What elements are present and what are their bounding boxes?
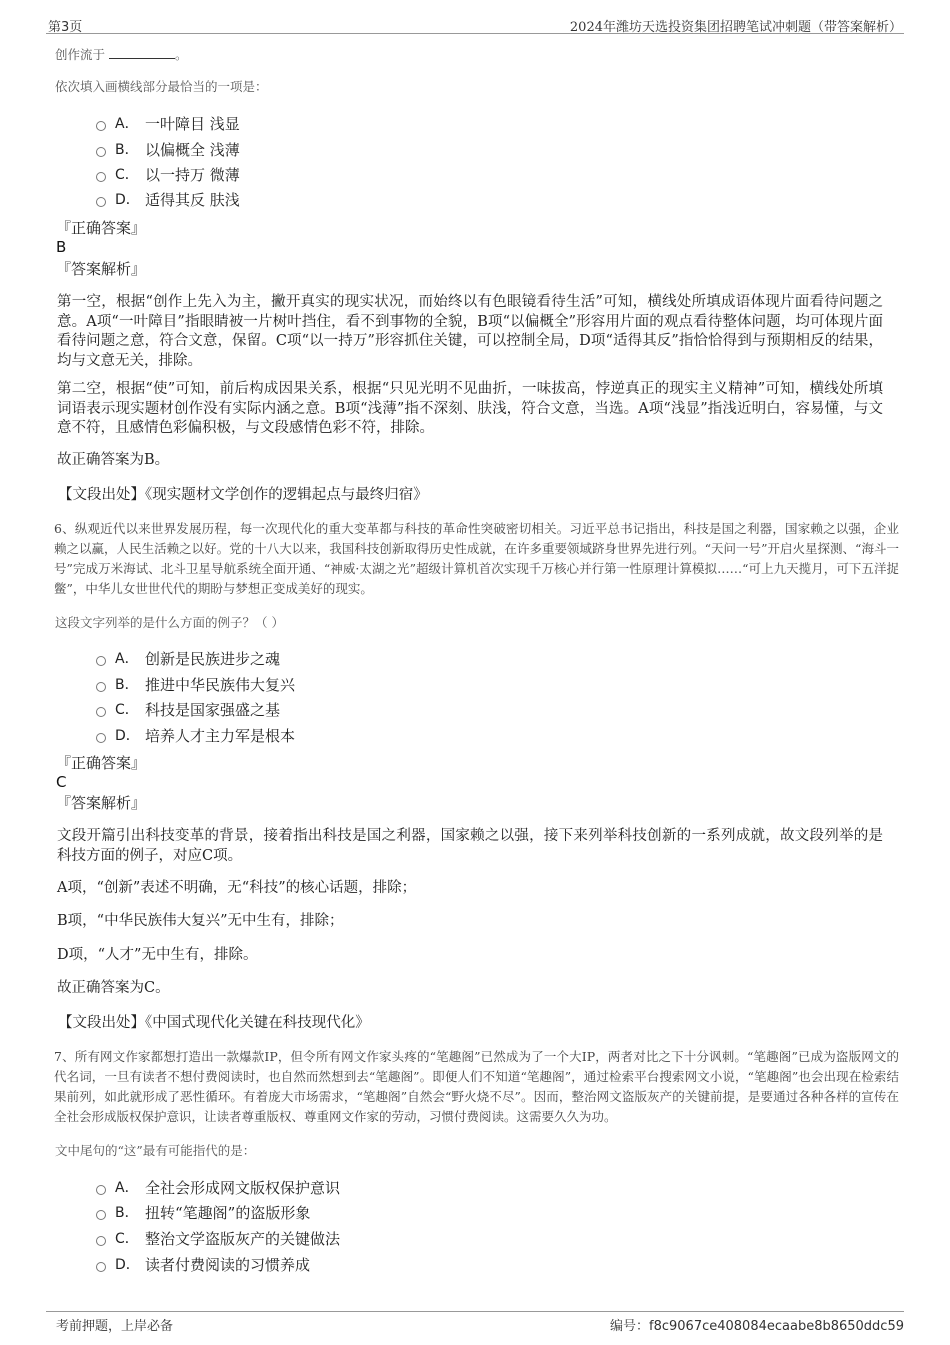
q6-analysis-p3: B项，“中华民族伟大复兴”无中生有，排除；: [57, 913, 344, 929]
q6-option-a[interactable]: [96, 648, 280, 670]
option-letter: A．: [115, 116, 139, 132]
q5-prompt: 依次填入画横线部分最恰当的一项是：: [55, 79, 268, 94]
footer-slogan: 考前押题，上岸必备: [56, 1319, 174, 1334]
q5-text-tail: [55, 45, 188, 65]
q7-option-d[interactable]: [96, 1254, 310, 1276]
q5-analysis-p3: 故正确答案为B。: [57, 452, 170, 468]
q5-option-c[interactable]: [96, 164, 240, 186]
q7-prompt: 文中尾句的“这”最有可能指代的是：: [55, 1143, 256, 1158]
q5-option-b[interactable]: [96, 139, 240, 161]
document-code: 编号：f8c9067ce408084ecaabe8b8650ddc59: [610, 1319, 904, 1334]
option-text: 以一持万 微薄: [145, 166, 240, 184]
radio-icon[interactable]: [96, 197, 106, 207]
q6-analysis-p1: 文段开篇引出科技变革的背景，接着指出科技是国之利器，国家赖之以强，接下来列举科技创新的一系列成就，故文段列举的是科技方面的例子，对应C项。: [57, 828, 883, 864]
q7-text: 7、所有网文作家都想打造出一款爆款IP，但令所有网文作家头疼的“笔趣阁”已然成为了一个大IP，两者对比之下十分讽刺。“笔趣阁”已成为盗版网文的代名词，一旦有读者不想付费阅读时，也自然而然想到去“笔趣阁”。即便人们不知道“笔趣阁”，通过检索平台搜索网文小说，“笔趣阁”也会出现在检索结果前列，如此就形成了恶性循环。有着庞大市场需求，“笔趣阁”自然会“野火烧不尽”。因而，整治网文盗版灰产的关键前提，是要通过各种各样的宣传在全社会形成版权保护意识，让读者尊重版权、尊重网文作家的劳动，习惯付费阅读。这需要久久为功。: [54, 1049, 899, 1124]
option-text: 推进中华民族伟大复兴: [145, 676, 296, 694]
q6-option-d[interactable]: [96, 725, 295, 747]
option-letter: A．: [115, 651, 139, 667]
q5-option-a[interactable]: [96, 113, 240, 135]
radio-icon[interactable]: [96, 147, 106, 157]
option-letter: B．: [115, 142, 139, 158]
option-text: 扭转“笔趣阁”的盗版形象: [145, 1204, 311, 1222]
q5-tail-end: 。: [175, 47, 188, 62]
q6-answer: C: [56, 773, 67, 791]
q7-option-c[interactable]: [96, 1228, 340, 1250]
option-letter: B．: [115, 1205, 139, 1221]
radio-icon[interactable]: [96, 707, 106, 717]
q6-option-b[interactable]: [96, 674, 295, 696]
option-text: 科技是国家强盛之基: [145, 701, 281, 719]
q6-analysis-p2: A项，“创新”表述不明确，无“科技”的核心话题，排除；: [57, 880, 417, 896]
radio-icon[interactable]: [96, 172, 106, 182]
option-letter: A．: [115, 1180, 139, 1196]
option-text: 创新是民族进步之魂: [145, 650, 281, 668]
q5-source: 【文段出处】《现实题材文学创作的逻辑起点与最终归宿》: [58, 487, 428, 503]
q7-option-a[interactable]: [96, 1177, 340, 1199]
q7-option-b[interactable]: [96, 1202, 310, 1224]
option-letter: B．: [115, 677, 139, 693]
q6-option-c[interactable]: [96, 699, 280, 721]
radio-icon[interactable]: [96, 121, 106, 131]
q5-option-d[interactable]: [96, 189, 240, 211]
page-header: [46, 14, 904, 34]
fill-blank: [109, 47, 175, 59]
radio-icon[interactable]: [96, 1236, 106, 1246]
option-letter: D．: [115, 1257, 140, 1273]
option-letter: D．: [115, 728, 140, 744]
q5-analysis-p1: 第一空，根据“创作上先入为主，撇开真实的现实状况，而始终以有色眼镜看待生活”可知，横线处所填成语体现片面看待问题之意。A项“一叶障目”指眼睛被一片树叶挡住，看不到事物的全貌，B项“以偏概全”形容用片面的观点看待整体问题，均可体现片面看待问题之意，符合文意，保留。C项“以一持万”形容抓住关键，可以控制全局，D项“适得其反”指恰恰得到与预期相反的结果，均与文意无关，排除。: [57, 294, 883, 369]
q5-analysis-label: 『答案解析』: [56, 260, 147, 278]
option-letter: D．: [115, 192, 140, 208]
q6-answer-label: 『正确答案』: [56, 754, 147, 772]
q6-analysis-p4: D项，“人才”无中生有，排除。: [57, 947, 258, 963]
q5-analysis-p2: 第二空，根据“使”可知，前后构成因果关系，根据“只见光明不见曲折，一味拔高，悖逆真正的现实主义精神”可知，横线处所填词语表示现实题材创作没有实际内涵之意。B项“浅薄”指不深刻、肤浅，符合文意，当选。A项“浅显”指浅近明白，容易懂，与文意不符，且感情色彩偏积极，与文段感情色彩不符，排除。: [57, 381, 883, 436]
option-letter: C．: [115, 702, 139, 718]
radio-icon[interactable]: [96, 1185, 106, 1195]
option-letter: C．: [115, 167, 139, 183]
radio-icon[interactable]: [96, 733, 106, 743]
q6-text: 6、纵观近代以来世界发展历程，每一次现代化的重大变革都与科技的革命性突破密切相关。习近平总书记指出，科技是国之利器，国家赖之以强，企业赖之以赢，人民生活赖之以好。党的十八大以来，我国科技创新取得历史性成就，在许多重要领域跻身世界先进行列。“天问一号”开启火星探测、“海斗一号”完成万米海试、北斗卫星导航系统全面开通、“神威·太湖之光”超级计算机首次实现千万核心并行第一性原理计算模拟……“可上九天揽月，可下五洋捉鳖”，中华儿女世世代代的期盼与梦想正变成美好的现实。: [54, 521, 899, 596]
q5-answer-label: 『正确答案』: [56, 219, 147, 237]
q6-prompt: 这段文字列举的是什么方面的例子？（ ）: [55, 615, 284, 630]
radio-icon[interactable]: [96, 682, 106, 692]
q6-analysis-label: 『答案解析』: [56, 794, 147, 812]
page-footer: [46, 1311, 904, 1335]
option-text: 一叶障目 浅显: [145, 115, 240, 133]
q6-source: 【文段出处】《中国式现代化关键在科技现代化》: [58, 1015, 370, 1031]
option-text: 适得其反 肤浅: [145, 191, 240, 209]
q5-tail-text: 创作流于: [55, 47, 106, 62]
option-text: 培养人才主力军是根本: [145, 727, 296, 745]
option-letter: C．: [115, 1231, 139, 1247]
radio-icon[interactable]: [96, 1210, 106, 1220]
option-text: 全社会形成网文版权保护意识: [145, 1179, 341, 1197]
option-text: 整治文学盗版灰产的关键做法: [145, 1230, 341, 1248]
option-text: 读者付费阅读的习惯养成: [145, 1256, 311, 1274]
radio-icon[interactable]: [96, 656, 106, 666]
q5-answer: B: [56, 238, 67, 256]
page-number: 第3页: [48, 20, 83, 35]
document-title: 2024年潍坊天选投资集团招聘笔试冲刺题（带答案解析）: [569, 20, 902, 35]
option-text: 以偏概全 浅薄: [145, 141, 240, 159]
radio-icon[interactable]: [96, 1262, 106, 1272]
q6-analysis-p5: 故正确答案为C。: [57, 980, 170, 996]
